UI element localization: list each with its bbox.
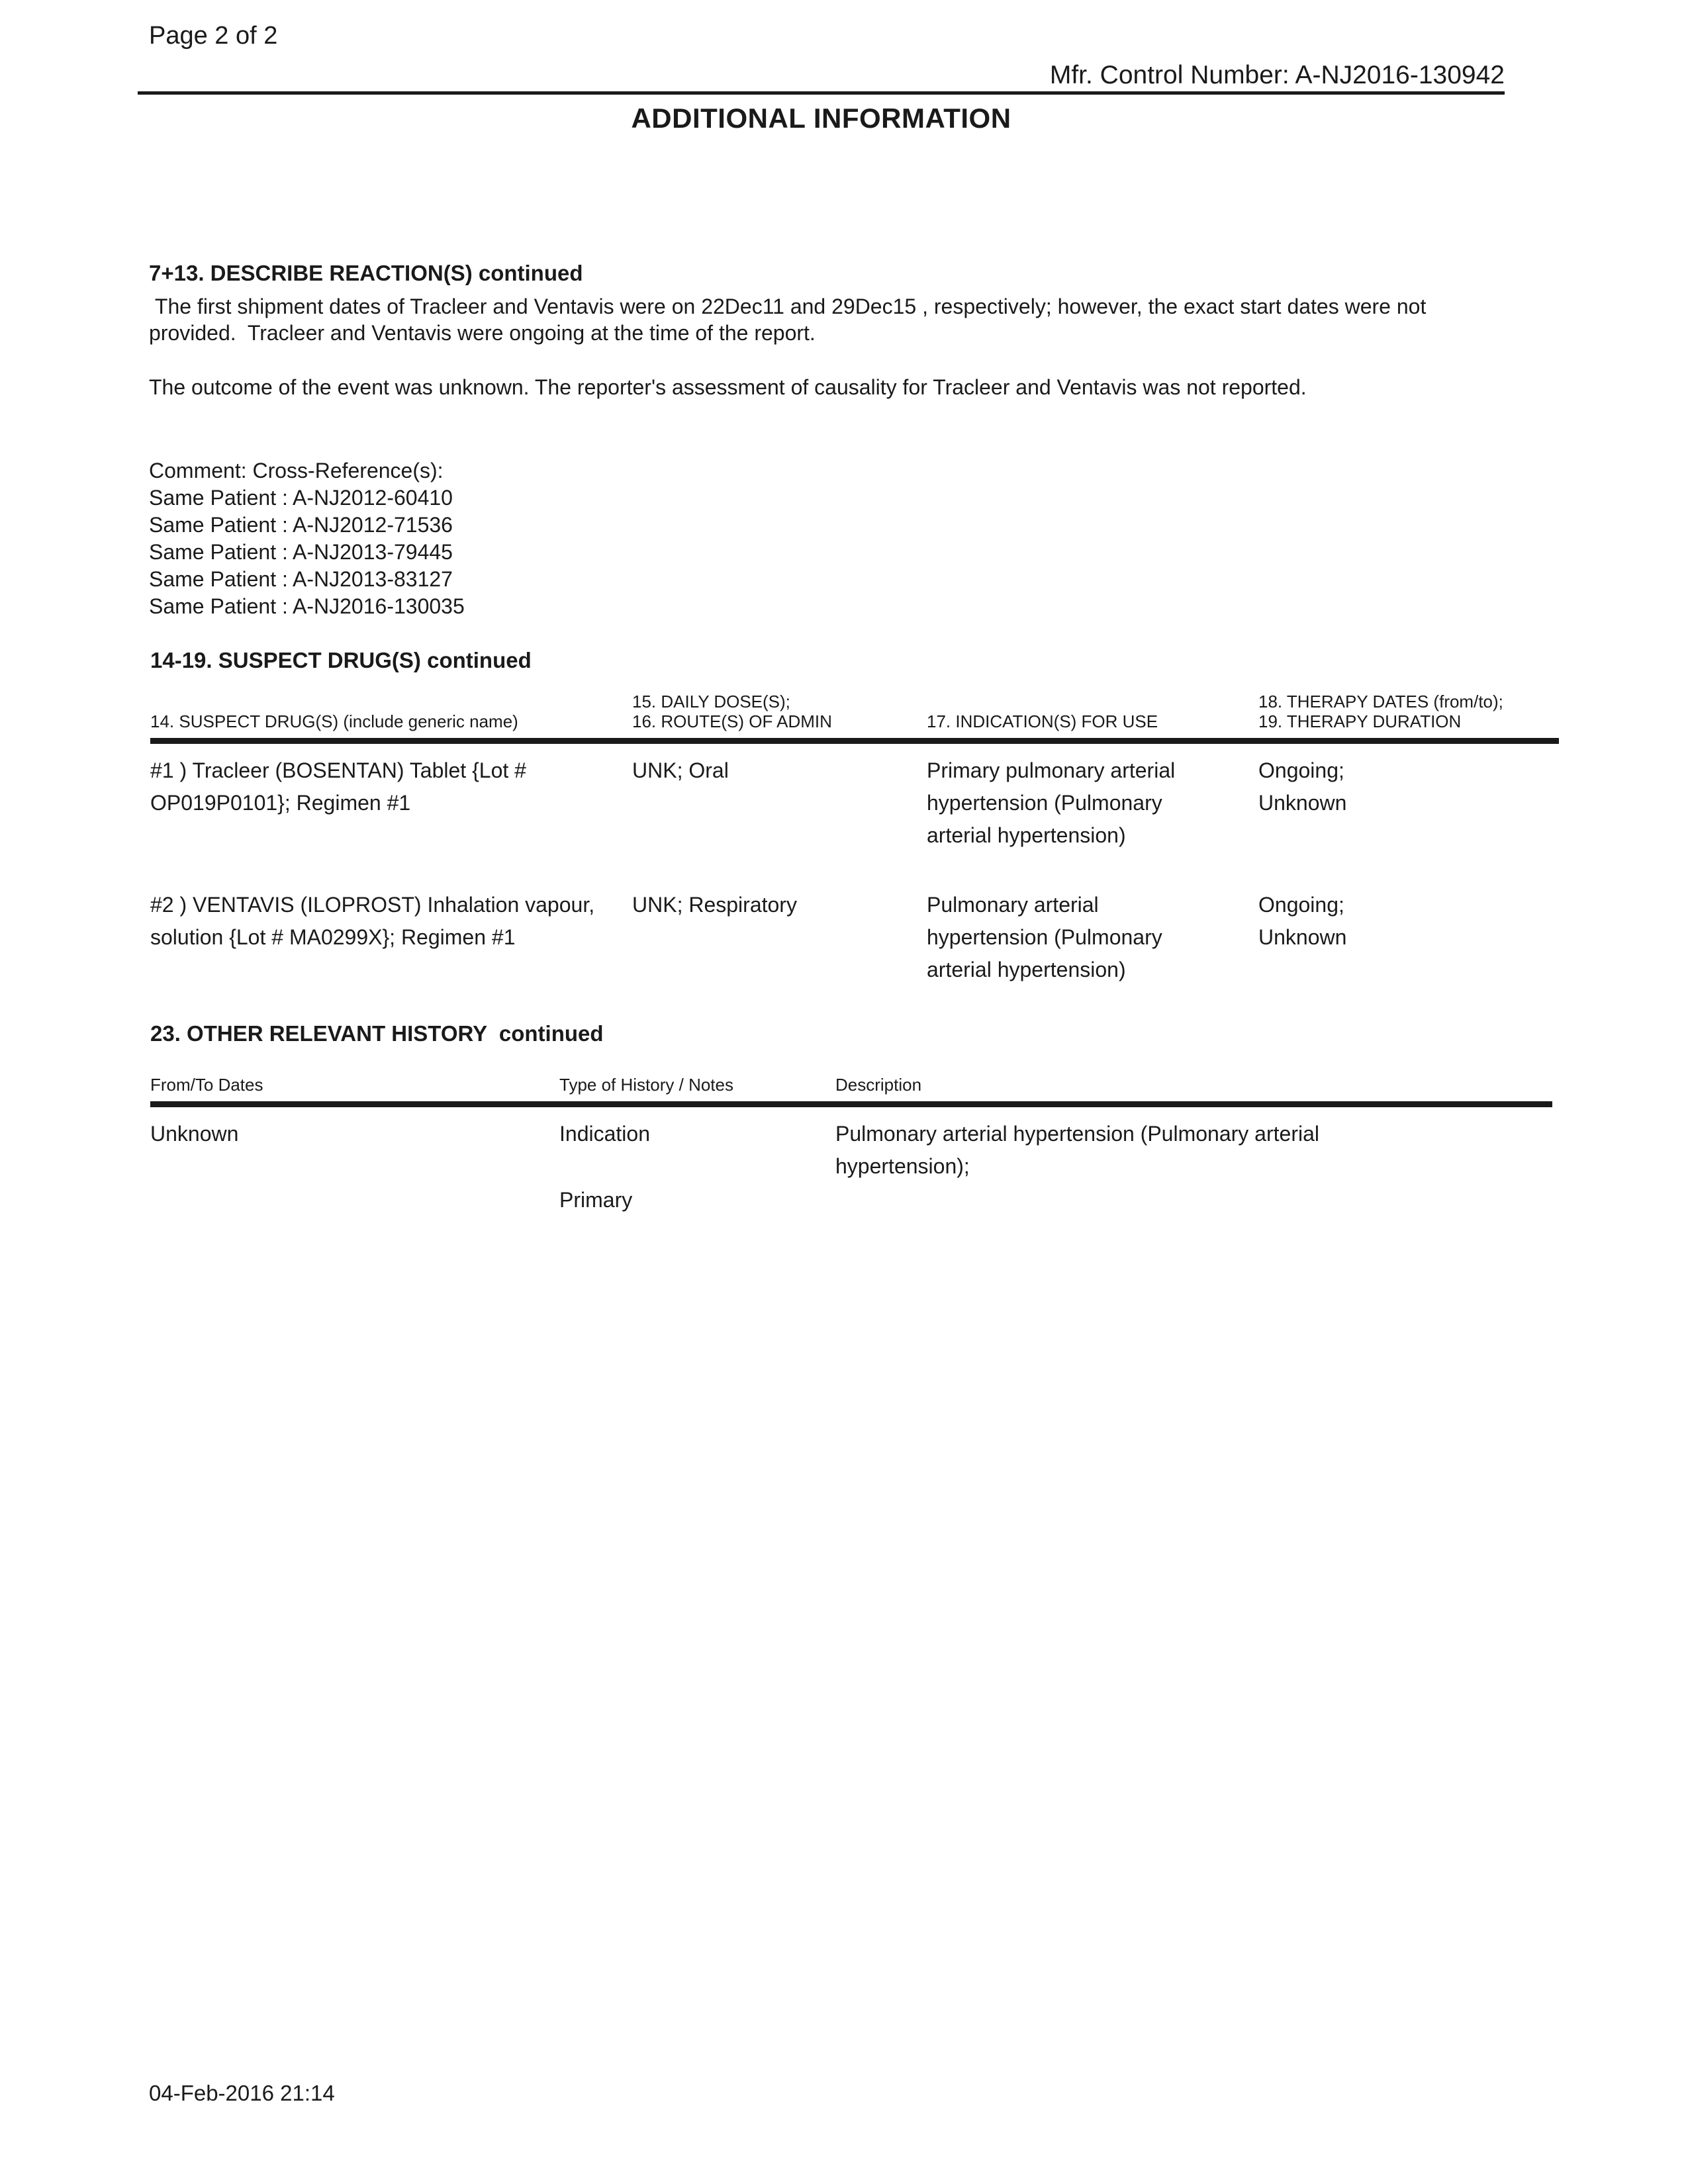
cross-reference-item: Same Patient : A-NJ2013-83127 <box>149 567 453 591</box>
type-cell <box>559 1105 835 1217</box>
column-header-type-label: Type of History / Notes <box>559 1075 733 1095</box>
other-history-table-body <box>150 1105 1552 1217</box>
dates-cell <box>150 1105 559 1217</box>
therapy-duration-value: Unknown <box>1258 791 1347 815</box>
therapy-cell <box>1258 741 1559 879</box>
column-header-dose-route <box>632 692 927 741</box>
indication-value: Pulmonary arterial hypertension (Pulmonary arterial hypertension) <box>927 893 1168 981</box>
dates-value: Unknown <box>150 1122 239 1146</box>
suspect-drugs-section <box>150 647 1544 986</box>
page-number: Page 2 of 2 <box>149 22 278 50</box>
column-header-type <box>559 1075 835 1105</box>
control-number-wrap <box>138 61 1505 90</box>
column-header-dates <box>150 1075 559 1105</box>
history-type-note: Primary <box>559 1188 633 1212</box>
other-history-table-head <box>150 1075 1552 1105</box>
column-header-dates-label: From/To Dates <box>150 1075 263 1095</box>
cross-reference-item: Same Patient : A-NJ2012-71536 <box>149 513 453 537</box>
column-header-daily-dose-label: 15. DAILY DOSE(S); <box>632 692 790 711</box>
suspect-drugs-table-body <box>150 741 1559 987</box>
column-header-route-label: 16. ROUTE(S) OF ADMIN <box>632 711 832 731</box>
other-history-heading: 23. OTHER RELEVANT HISTORY continued <box>150 1021 604 1046</box>
indication-cell <box>927 741 1258 879</box>
column-header-suspect-drug-label: 14. SUSPECT DRUG(S) (include generic name) <box>150 711 518 731</box>
dose-route-cell <box>632 741 927 879</box>
table-row <box>150 1105 1552 1217</box>
column-header-therapy-dates-label: 18. THERAPY DATES (from/to); <box>1258 692 1503 711</box>
column-header-indication-label: 17. INDICATION(S) FOR USE <box>927 711 1158 731</box>
drug-cell <box>150 741 632 879</box>
footer-timestamp: 04-Feb-2016 21:14 <box>149 2081 335 2105</box>
reaction-paragraph-1: The first shipment dates of Tracleer and Ventavis were on 22Dec11 and 29Dec15 , respectively; however, the exact start dates were not provided. Tracleer and Ventavis were ongoing at the time of the report. <box>149 295 1432 345</box>
therapy-cell <box>1258 878 1559 986</box>
suspect-drugs-heading: 14-19. SUSPECT DRUG(S) continued <box>150 648 532 672</box>
indication-cell <box>927 878 1258 986</box>
description-cell <box>835 1105 1552 1217</box>
dose-route-value: UNK; Respiratory <box>632 893 797 917</box>
dose-route-cell <box>632 878 927 986</box>
therapy-duration-value: Unknown <box>1258 925 1347 949</box>
history-description-value: Pulmonary arterial hypertension (Pulmonary arterial hypertension); <box>835 1122 1325 1178</box>
describe-reactions-heading: 7+13. DESCRIBE REACTION(S) continued <box>149 261 583 285</box>
column-header-indication <box>927 692 1258 741</box>
suspect-drugs-header-row <box>150 692 1559 741</box>
history-type-value: Indication <box>559 1122 650 1146</box>
header-divider <box>138 91 1505 95</box>
cross-reference-item: Same Patient : A-NJ2013-79445 <box>149 540 453 564</box>
cross-reference-item: Same Patient : A-NJ2016-130035 <box>149 594 465 618</box>
table-row <box>150 878 1559 986</box>
column-header-therapy <box>1258 692 1559 741</box>
cross-reference-block <box>149 457 1542 620</box>
reaction-paragraph-2: The outcome of the event was unknown. The reporter's assessment of causality for Tracleer and Ventavis was not reported. <box>149 375 1307 399</box>
other-history-header-row <box>150 1075 1552 1105</box>
therapy-dates-value: Ongoing; <box>1258 893 1344 917</box>
suspect-drugs-table <box>150 692 1559 986</box>
column-header-therapy-duration-label: 19. THERAPY DURATION <box>1258 711 1462 731</box>
drug-name: #1 ) Tracleer (BOSENTAN) Tablet {Lot # OP019P0101}; Regimen #1 <box>150 758 532 815</box>
therapy-dates-value: Ongoing; <box>1258 758 1344 782</box>
page-title-wrap <box>138 103 1505 134</box>
indication-value: Primary pulmonary arterial hypertension (Pulmonary arterial hypertension) <box>927 758 1182 847</box>
mfr-control-number: Mfr. Control Number: A-NJ2016-130942 <box>1049 61 1505 89</box>
column-header-suspect-drug <box>150 692 632 741</box>
describe-reactions-section <box>149 260 1542 620</box>
cross-reference-item: Same Patient : A-NJ2012-60410 <box>149 486 453 510</box>
suspect-drugs-table-head <box>150 692 1559 741</box>
other-history-table <box>150 1075 1552 1216</box>
page-title: ADDITIONAL INFORMATION <box>631 103 1011 134</box>
column-header-description-label: Description <box>835 1075 922 1095</box>
drug-name: #2 ) VENTAVIS (ILOPROST) Inhalation vapour, solution {Lot # MA0299X}; Regimen #1 <box>150 893 600 949</box>
table-row <box>150 741 1559 879</box>
drug-cell <box>150 878 632 986</box>
dose-route-value: UNK; Oral <box>632 758 729 782</box>
comment-heading: Comment: Cross-Reference(s): <box>149 459 444 482</box>
other-history-section <box>150 1021 1544 1216</box>
column-header-description <box>835 1075 1552 1105</box>
